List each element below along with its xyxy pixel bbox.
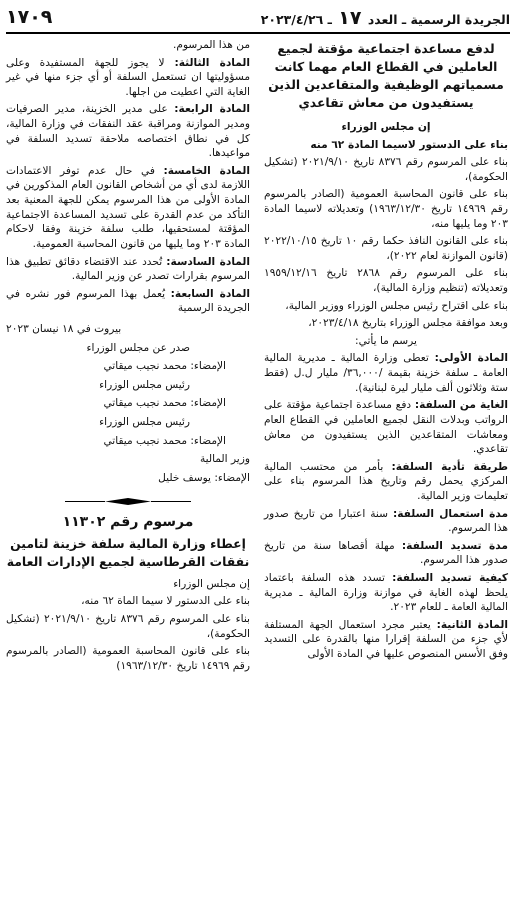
signature-line: الإمضاء: محمد نجيب ميقاتي (103, 434, 226, 447)
article-label: المادة السادسة: (166, 255, 251, 268)
article-label: المادة السابعة: (170, 287, 250, 300)
issue-number: ١٧ (338, 7, 362, 29)
signature-line: وزير المالية (199, 453, 250, 466)
preamble-line: بناء على قانون المحاسبة العمومية (الصادر بالمرسوم رقم ١٤٩٦٩ تاريخ ١٩٦٣/١٢/٣٠) (6, 645, 250, 672)
preamble-line: بناء على اقتراح رئيس مجلس الوزراء ووزير المالية، (285, 299, 508, 312)
gazette-name: الجريدة الرسمية ـ العدد (367, 12, 510, 27)
article-label: طريقة تأدية السلفة: (391, 460, 509, 473)
article-text: يُعمل بهذا المرسوم فور نشره في الجريدة الرسمية (6, 287, 250, 315)
decree-number: مرسوم رقم ١١٣٠٢ (62, 514, 194, 531)
preamble-line: وبعد موافقة مجلس الوزراء بتاريخ ٢٠٢٣/٤/١٨، (308, 317, 508, 330)
article (264, 618, 508, 662)
gazette-header-title (261, 7, 510, 29)
article (6, 56, 250, 100)
article-text: تسدد هذه السلفة باعتماد يلحظ لهذه الغاية في موازنة وزارة المالية ـ مديرية المالية العامة ـ للعام ٢٠٢٣. (264, 572, 508, 614)
article-label: المادة الرابعة: (174, 103, 250, 116)
issue-date: ـ ٢٠٢٣/٤/٢٦ (260, 12, 332, 27)
article-text: في حال عدم توفر الاعتمادات اللازمة لدى أي من أشخاص القانون العام المذكورين في المادة الأولى من هذا المرسوم يمكن للجهة المعنية بعد التأكد من عدم القدرة على تسديد المساعدة الاجتماعية المؤقتة لمستحقيها، طلب سلفة خزينة وفقا لاحكام المادة ٢٠٣ وما يليها من قانون المحاسبة العمومية. (6, 164, 250, 250)
article (264, 460, 508, 504)
article-text: يعتبر مجرد استعمال الجهة المستلفة لأي جزء من السلفة إقرارا منها بالقدرة على التسديد وفق الأسس المنصوص عليها في المادة الأولى (264, 618, 508, 661)
article-text: مهلة أقصاها سنة من تاريخ صدور هذا المرسوم. (264, 539, 508, 567)
left-column (6, 38, 250, 676)
divider-line (65, 501, 105, 502)
preamble-line: بناء على الدستور لا سيما الماة ٦٢ منه، (81, 595, 250, 608)
article (6, 287, 250, 316)
divider-line (151, 501, 191, 502)
preamble-line: بناء على قانون المحاسبة العمومية (الصادر بالمرسوم رقم ١٤٩٦٩ تاريخ ١٩٦٣/١٢/٣٠) وتعديلاته لاسيما المادة ٢٠٣ وما يليها منه، (264, 188, 508, 230)
article (264, 507, 508, 536)
article-label: المادة الخامسة: (163, 164, 250, 177)
article (264, 539, 508, 568)
signature-line: رئيس مجلس الوزراء (99, 416, 190, 429)
article-text: بأمر من محتسب المالية المركزي يحمل رقم وتاريخ هذا المرسوم بناء على تعليمات وزير المالية. (264, 460, 508, 502)
article (264, 398, 508, 456)
council-heading: إن مجلس الوزراء (173, 577, 250, 590)
section-divider (6, 497, 250, 505)
decree-title: إعطاء وزارة المالية سلفة خزينة لتامين نفقات القرطاسية لجميع الإدارات العامة (6, 535, 250, 569)
page-number: ١٧٠٩ (6, 6, 53, 28)
signature-line: صدر عن مجلس الوزراء (86, 341, 190, 354)
preamble-line: بناء على المرسوم رقم ٢٨٦٨ تاريخ ١٩٥٩/١٢/١٦ وتعديلاته (تنظيم وزارة المالية)، (264, 267, 508, 295)
article-label: المادة الثانية: (436, 618, 508, 631)
article-text: سنة اعتبارا من تاريخ صدور هذا المرسوم. (264, 507, 508, 535)
article-text: دفع مساعدة اجتماعية مؤقتة على الرواتب وبدلات النقل لجميع العاملين في القطاع العام ومعاشات المتقاعدين الذين يستفيدون من معاش تقاعدي. (264, 399, 508, 456)
decree-title: لدفع مساعدة اجتماعية مؤقتة لجميع العاملين في القطاع العام مهما كانت مسمياتهم الوظيفية والمتقاعدين الذين يستفيدون من معاش تقاعدي (268, 41, 504, 110)
signature-line: الإمضاء: يوسف خليل (158, 471, 250, 484)
article-label: كيفية تسديد السلفة: (392, 572, 508, 584)
decrees-line: يرسم ما يأتي: (355, 334, 417, 347)
article (6, 255, 250, 284)
signature-block (6, 322, 250, 485)
article (264, 351, 508, 395)
article-label: مدة استعمال السلفة: (392, 507, 509, 520)
continuation-text: من هذا المرسوم. (173, 39, 250, 51)
divider-diamond-icon (105, 498, 151, 505)
article-label: المادة الأولى: (434, 352, 508, 365)
preamble-line: بناء على المرسوم رقم ٨٣٧٦ تاريخ ٢٠٢١/٩/١٠ (تشكيل الحكومة)، (264, 156, 508, 183)
article (6, 164, 250, 252)
signature-line: الإمضاء: محمد نجيب ميقاتي (103, 360, 226, 373)
preamble-line: بناء على القانون النافذ حكما رقم ١٠ تاريخ ٢٠٢٢/١٠/١٥ (قانون الموازنة لعام ٢٠٢٢)، (264, 235, 508, 262)
article-text: لا يجوز للجهة المستفيدة وعلى مسؤوليتها ان تستعمل السلفة أو أي جزء منها في غير الغاية التي اعطيت من اجلها. (6, 56, 250, 98)
signature-line: الإمضاء: محمد نجيب ميقاتي (103, 397, 226, 410)
article (264, 571, 508, 615)
page-header (6, 4, 510, 34)
council-heading: إن مجلس الوزراء (341, 120, 431, 133)
preamble-line: بناء على الدستور لاسيما المادة ٦٢ منه (310, 138, 508, 151)
article-text: على مدير الخزينة، مدير الصرفيات ومدير الموازنة ومراقبة عقد النفقات في وزارة المالية، كل في نطاق اختصاصه ملاحقة تسديد السلفة في مواعيدها. (6, 103, 250, 160)
right-column (264, 38, 508, 665)
preamble-line: بناء على المرسوم رقم ٨٣٧٦ تاريخ ٢٠٢١/٩/١٠ (تشكيل الحكومة)، (6, 612, 250, 640)
signature-line: رئيس مجلس الوزراء (99, 378, 190, 391)
article-label: المادة الثالثة: (174, 56, 250, 69)
article-text: تُحدد عند الاقتضاء دقائق تطبيق هذا المرسوم بقرارات تصدر عن وزير المالية. (6, 255, 250, 283)
article-label: الغاية من السلفة: (414, 399, 508, 412)
article-text: تعطى وزارة المالية ـ مديرية المالية العامة ـ سلفة خزينة بقيمة /٣٦,٠٠٠/ مليار ل.ل (فقط ستة وثلاثون ألف مليار ليرة لبنانية). (264, 352, 508, 394)
article-label: مدة تسديد السلفة: (401, 539, 508, 552)
article (6, 102, 250, 160)
place-date: بيروت في ١٨ نيسان ٢٠٢٣ (6, 322, 122, 335)
